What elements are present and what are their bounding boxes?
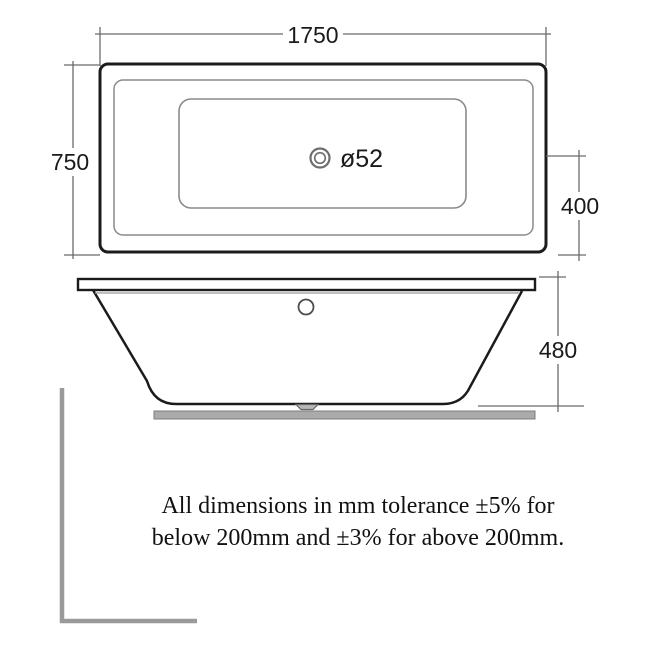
dim-depth-label: 750: [50, 149, 90, 175]
dim-height-label: 480: [538, 337, 578, 363]
bathtub-top-view: [100, 64, 546, 252]
side-rim-bar: [78, 279, 535, 290]
overflow-hole: [299, 300, 314, 315]
drain-inner-circle: [315, 153, 326, 164]
dim-drain-offset: [546, 150, 604, 261]
tolerance-note-line2: below 200mm and ±3% for above 200mm.: [151, 525, 565, 551]
dim-width: [95, 20, 551, 66]
tolerance-note: [152, 493, 564, 551]
bathtub-side-view: [78, 279, 535, 419]
dim-drain-offset-label: 400: [560, 193, 600, 219]
dim-width-label: 1750: [287, 22, 339, 48]
drain-diameter-label: ø52: [340, 145, 384, 173]
tolerance-note-line1: All dimensions in mm tolerance ±5% for: [161, 493, 555, 519]
dim-depth: [47, 61, 100, 259]
drain-fitting: [296, 405, 318, 410]
floor-line: [154, 411, 535, 419]
